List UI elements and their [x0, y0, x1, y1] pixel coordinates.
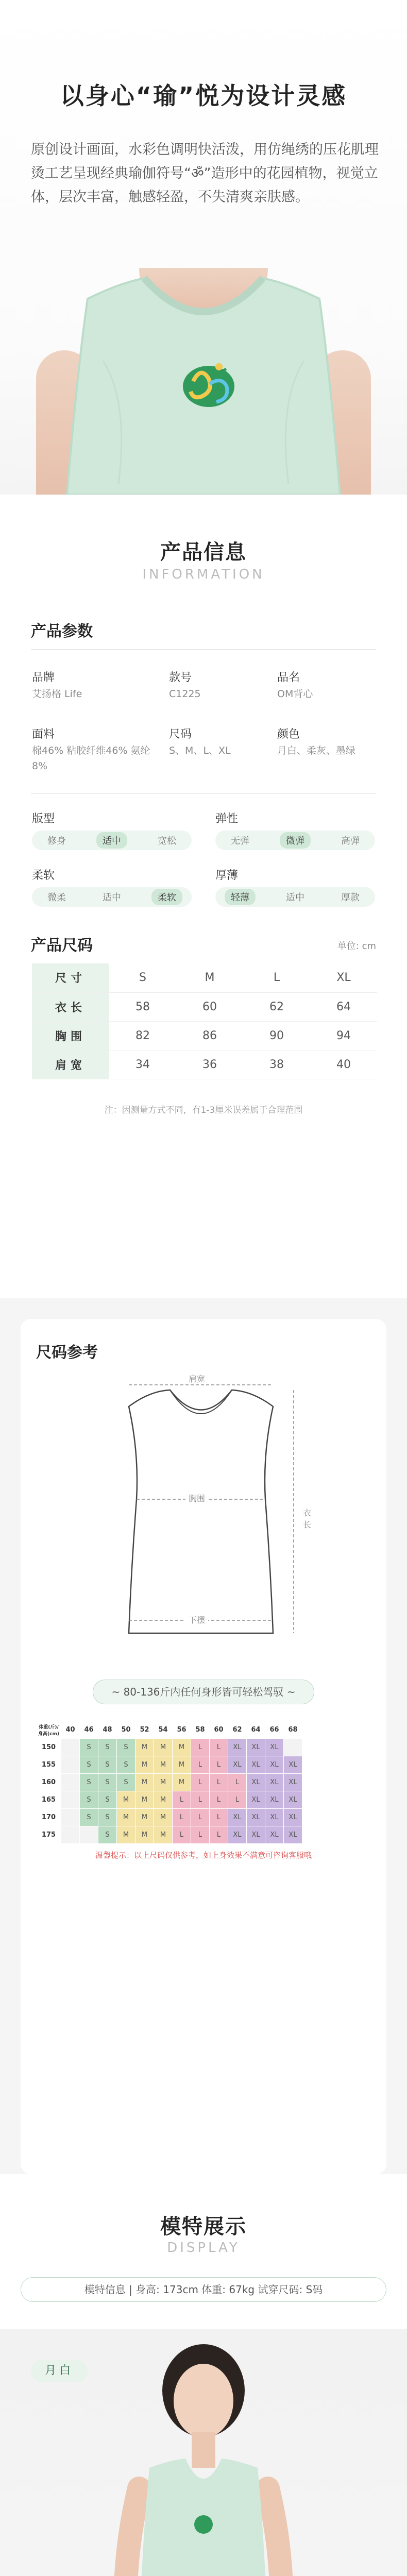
hero-section [0, 0, 407, 495]
size-grid-cell [61, 1791, 80, 1809]
param-size-value: S、M、L、XL [169, 745, 231, 756]
size-grid-cell: S [98, 1756, 117, 1774]
size-grid-cell: XL [247, 1809, 265, 1826]
size-grid-cell: S [98, 1739, 117, 1756]
size-grid-cell: XL [265, 1756, 284, 1774]
scale-thickness-option-3: 厚款 [341, 892, 360, 903]
size-grid-weight: 52 [135, 1721, 154, 1739]
divider [31, 649, 376, 650]
table-cell: 86 [176, 1021, 243, 1050]
table-cell: 94 [310, 1021, 377, 1050]
size-grid-cell: S [98, 1791, 117, 1809]
divider [31, 793, 376, 794]
param-size-key: 尺码 [169, 728, 192, 741]
model-photo [0, 2329, 407, 2576]
params-heading: 产品参数 [31, 622, 93, 640]
scale-soft-option-1: 微柔 [47, 892, 66, 903]
size-grid-cell: XL [247, 1756, 265, 1774]
table-cell: 40 [310, 1050, 377, 1079]
size-grid-cell: L [191, 1791, 210, 1809]
table-cell: 62 [243, 992, 310, 1021]
size-grid-cell: L [210, 1739, 228, 1756]
size-warning: 温馨提示：以上尺码仅供参考，如上身效果不满意可咨询客服哦 [95, 1851, 312, 1860]
size-grid-cell: M [117, 1791, 135, 1809]
scale-soft [32, 887, 192, 907]
diagram-label-shoulder: 肩宽 [185, 1372, 208, 1384]
size-grid-cell: S [80, 1756, 98, 1774]
size-grid-cell [61, 1826, 80, 1844]
size-unit: 单位: cm [337, 941, 376, 952]
size-grid-cell: XL [228, 1809, 247, 1826]
scale-fit-option-3: 宽松 [158, 836, 176, 846]
size-grid-height: 175 [37, 1826, 61, 1844]
scale-elastic-option-1: 无弹 [231, 836, 249, 846]
size-grid-cell: M [135, 1809, 154, 1826]
size-table-header-cell: S [109, 963, 176, 992]
model-display-title: 模特展示 [160, 2215, 247, 2239]
size-grid-cell: XL [265, 1809, 284, 1826]
product-info-section [0, 495, 407, 1298]
scale-soft-option-3-selected: 柔软 [151, 889, 182, 905]
table-row [32, 1021, 377, 1050]
scale-thickness [215, 887, 375, 907]
table-cell: 60 [176, 992, 243, 1021]
size-grid-cell: S [98, 1826, 117, 1844]
param-name-value: OM背心 [277, 688, 313, 700]
row-label: 肩宽 [32, 1050, 109, 1079]
size-grid-cell: M [135, 1739, 154, 1756]
table-cell: 64 [310, 992, 377, 1021]
size-grid-cell: XL [265, 1826, 284, 1844]
size-grid-cell: M [135, 1756, 154, 1774]
size-grid-weight: 50 [117, 1721, 135, 1739]
size-table [32, 963, 377, 1079]
size-grid-cell: M [135, 1826, 154, 1844]
size-grid-cell: XL [284, 1809, 302, 1826]
size-grid-cell: S [80, 1809, 98, 1826]
row-label: 衣长 [32, 992, 109, 1021]
size-grid-weight: 58 [191, 1721, 210, 1739]
size-grid-cell: M [135, 1774, 154, 1791]
size-grid-height: 165 [37, 1791, 61, 1809]
scale-thickness-option-2: 适中 [286, 892, 304, 903]
size-grid-cell: L [173, 1791, 191, 1809]
size-grid-weight: 64 [247, 1721, 265, 1739]
size-grid-cell: L [210, 1791, 228, 1809]
size-grid-cell [61, 1809, 80, 1826]
size-grid-row [37, 1791, 302, 1809]
size-grid-cell: L [228, 1791, 247, 1809]
scale-thickness-option-1-selected: 轻薄 [225, 889, 256, 905]
hero-title: 以身心“瑜”悦为设计灵感 [60, 82, 347, 110]
size-grid-cell: S [117, 1739, 135, 1756]
size-grid-weight: 56 [173, 1721, 191, 1739]
scale-thickness-label: 厚薄 [215, 869, 239, 882]
model-display-section [0, 2174, 407, 2576]
scale-elastic-label: 弹性 [215, 812, 239, 825]
size-grid-cell: M [154, 1826, 173, 1844]
size-grid-row [37, 1826, 302, 1844]
size-grid-cell: XL [284, 1756, 302, 1774]
size-grid-weight: 46 [80, 1721, 98, 1739]
size-grid-cell: L [173, 1809, 191, 1826]
size-grid-cell: XL [265, 1774, 284, 1791]
size-grid-cell: L [191, 1809, 210, 1826]
model-display-subtitle: DISPLAY [167, 2240, 240, 2256]
weight-range-pill: ~ 80-136斤内任何身形皆可轻松驾驭 ~ [93, 1680, 314, 1704]
size-grid-cell: XL [247, 1791, 265, 1809]
diagram-label-hem: 下摆 [185, 1614, 208, 1625]
size-grid-cell: XL [228, 1739, 247, 1756]
tank-top-diagram [93, 1381, 309, 1649]
scale-fit-option-1: 修身 [47, 836, 66, 846]
size-grid-cell: S [80, 1739, 98, 1756]
size-grid-height: 155 [37, 1756, 61, 1774]
size-grid-cell: L [191, 1756, 210, 1774]
size-grid-cell: M [173, 1739, 191, 1756]
size-grid-height: 160 [37, 1774, 61, 1791]
size-grid-cell: XL [265, 1791, 284, 1809]
product-info-title: 产品信息 [160, 540, 247, 564]
size-grid-row [37, 1756, 302, 1774]
size-grid-cell [61, 1739, 80, 1756]
diagram-label-length: 衣长 [303, 1504, 315, 1532]
size-grid-corner: 体重(斤)/身高(cm) [37, 1721, 61, 1739]
size-grid-cell: XL [265, 1739, 284, 1756]
hero-garment-photo [0, 268, 407, 495]
scale-elastic-option-3: 高弹 [341, 836, 360, 846]
table-cell: 38 [243, 1050, 310, 1079]
size-grid-cell: M [173, 1756, 191, 1774]
size-grid-cell: M [154, 1791, 173, 1809]
size-grid-cell: XL [228, 1756, 247, 1774]
color-tag: 月白 [31, 2360, 88, 2382]
scale-soft-label: 柔软 [32, 869, 55, 882]
size-grid-height: 150 [37, 1739, 61, 1756]
table-cell: 82 [109, 1021, 176, 1050]
size-grid-cell [61, 1756, 80, 1774]
size-grid-cell: S [117, 1756, 135, 1774]
size-reference-card [21, 1319, 386, 2174]
size-grid-cell: L [210, 1774, 228, 1791]
size-grid-cell: M [117, 1809, 135, 1826]
diagram-label-chest: 胸围 [185, 1492, 208, 1504]
scale-fit [32, 831, 192, 850]
size-grid-cell: M [117, 1826, 135, 1844]
size-grid-cell: XL [247, 1826, 265, 1844]
table-cell: 34 [109, 1050, 176, 1079]
table-row [32, 1050, 377, 1079]
size-grid-row [37, 1809, 302, 1826]
param-brand-key: 品牌 [32, 671, 55, 684]
size-grid-header [37, 1721, 302, 1739]
size-table-header [32, 963, 377, 992]
hero-description: 原创设计画面，水彩色调明快活泼，用仿绳绣的压花肌理烫工艺呈现经典瑜伽符号“ॐ”造形中的花园植物，视觉立体，层次丰富，触感轻盈，不失清爽亲肤感。 [31, 142, 379, 205]
size-grid-cell: XL [284, 1774, 302, 1791]
om-symbol-icon [178, 355, 240, 412]
scale-elastic-option-2-selected: 微弹 [280, 832, 311, 849]
size-grid-cell: S [80, 1791, 98, 1809]
size-grid-cell: S [98, 1774, 117, 1791]
size-grid-row [37, 1739, 302, 1756]
size-grid-cell: L [191, 1826, 210, 1844]
size-grid-cell: S [80, 1774, 98, 1791]
size-grid-cell [80, 1826, 98, 1844]
size-grid-cell: S [98, 1809, 117, 1826]
size-grid-weight: 48 [98, 1721, 117, 1739]
size-reference-title: 尺码参考 [36, 1344, 98, 1362]
model-illustration [0, 2329, 407, 2576]
scale-soft-option-2: 适中 [103, 892, 121, 903]
size-table-header-cell: XL [310, 963, 377, 992]
table-cell: 58 [109, 992, 176, 1021]
size-grid-cell: S [117, 1774, 135, 1791]
param-color-value: 月白、柔灰、墨绿 [277, 745, 356, 756]
param-color-key: 颜色 [277, 728, 300, 741]
size-grid-cell: L [191, 1774, 210, 1791]
size-grid-weight: 68 [284, 1721, 302, 1739]
size-grid-cell: M [154, 1774, 173, 1791]
size-grid-cell: L [210, 1756, 228, 1774]
table-cell: 36 [176, 1050, 243, 1079]
size-table-header-cell: M [176, 963, 243, 992]
param-style-value: C1225 [169, 688, 201, 700]
size-grid-cell: XL [284, 1826, 302, 1844]
size-grid-weight: 60 [210, 1721, 228, 1739]
size-reference-section [0, 1298, 407, 2174]
size-grid-cell: M [154, 1739, 173, 1756]
size-grid-cell: L [173, 1826, 191, 1844]
size-grid [36, 1721, 302, 1844]
size-grid-cell: L [210, 1826, 228, 1844]
size-grid-cell: L [191, 1739, 210, 1756]
size-grid-cell [61, 1774, 80, 1791]
scale-fit-option-2-selected: 适中 [96, 832, 127, 849]
size-table-header-cell: 尺寸 [32, 963, 109, 992]
param-fabric-value: 棉46% 粘胶纤维46% 氨纶8% [32, 745, 150, 772]
scale-fit-label: 版型 [32, 812, 55, 825]
product-info-subtitle: INFORMATION [142, 567, 265, 582]
size-grid-cell: XL [247, 1739, 265, 1756]
size-grid-row [37, 1774, 302, 1791]
param-fabric-key: 面料 [32, 728, 55, 741]
size-grid-weight: 54 [154, 1721, 173, 1739]
size-heading: 产品尺码 [31, 937, 93, 955]
table-cell: 90 [243, 1021, 310, 1050]
size-note: 注：因测量方式不同，有1-3厘米误差属于合理范围 [104, 1105, 303, 1115]
scale-elastic [215, 831, 375, 850]
param-style-key: 款号 [169, 671, 192, 684]
size-grid-cell: M [154, 1756, 173, 1774]
size-grid-cell: XL [247, 1774, 265, 1791]
size-grid-cell: M [135, 1791, 154, 1809]
size-grid-weight: 62 [228, 1721, 247, 1739]
size-grid-cell: XL [284, 1791, 302, 1809]
model-info-bar: 模特信息 | 身高: 173cm 体重: 67kg 试穿尺码: S码 [21, 2277, 386, 2302]
param-brand-value: 艾扬格 Life [32, 688, 82, 700]
table-row [32, 992, 377, 1021]
size-grid-cell: M [173, 1774, 191, 1791]
size-table-header-cell: L [243, 963, 310, 992]
size-grid-height: 170 [37, 1809, 61, 1826]
size-grid-cell: L [210, 1809, 228, 1826]
size-grid-weight: 40 [61, 1721, 80, 1739]
row-label: 胸围 [32, 1021, 109, 1050]
size-grid-cell [284, 1739, 302, 1756]
size-grid-cell: XL [228, 1826, 247, 1844]
size-grid-cell: M [154, 1809, 173, 1826]
param-name-key: 品名 [277, 671, 300, 684]
size-grid-cell: L [228, 1774, 247, 1791]
size-grid-weight: 66 [265, 1721, 284, 1739]
